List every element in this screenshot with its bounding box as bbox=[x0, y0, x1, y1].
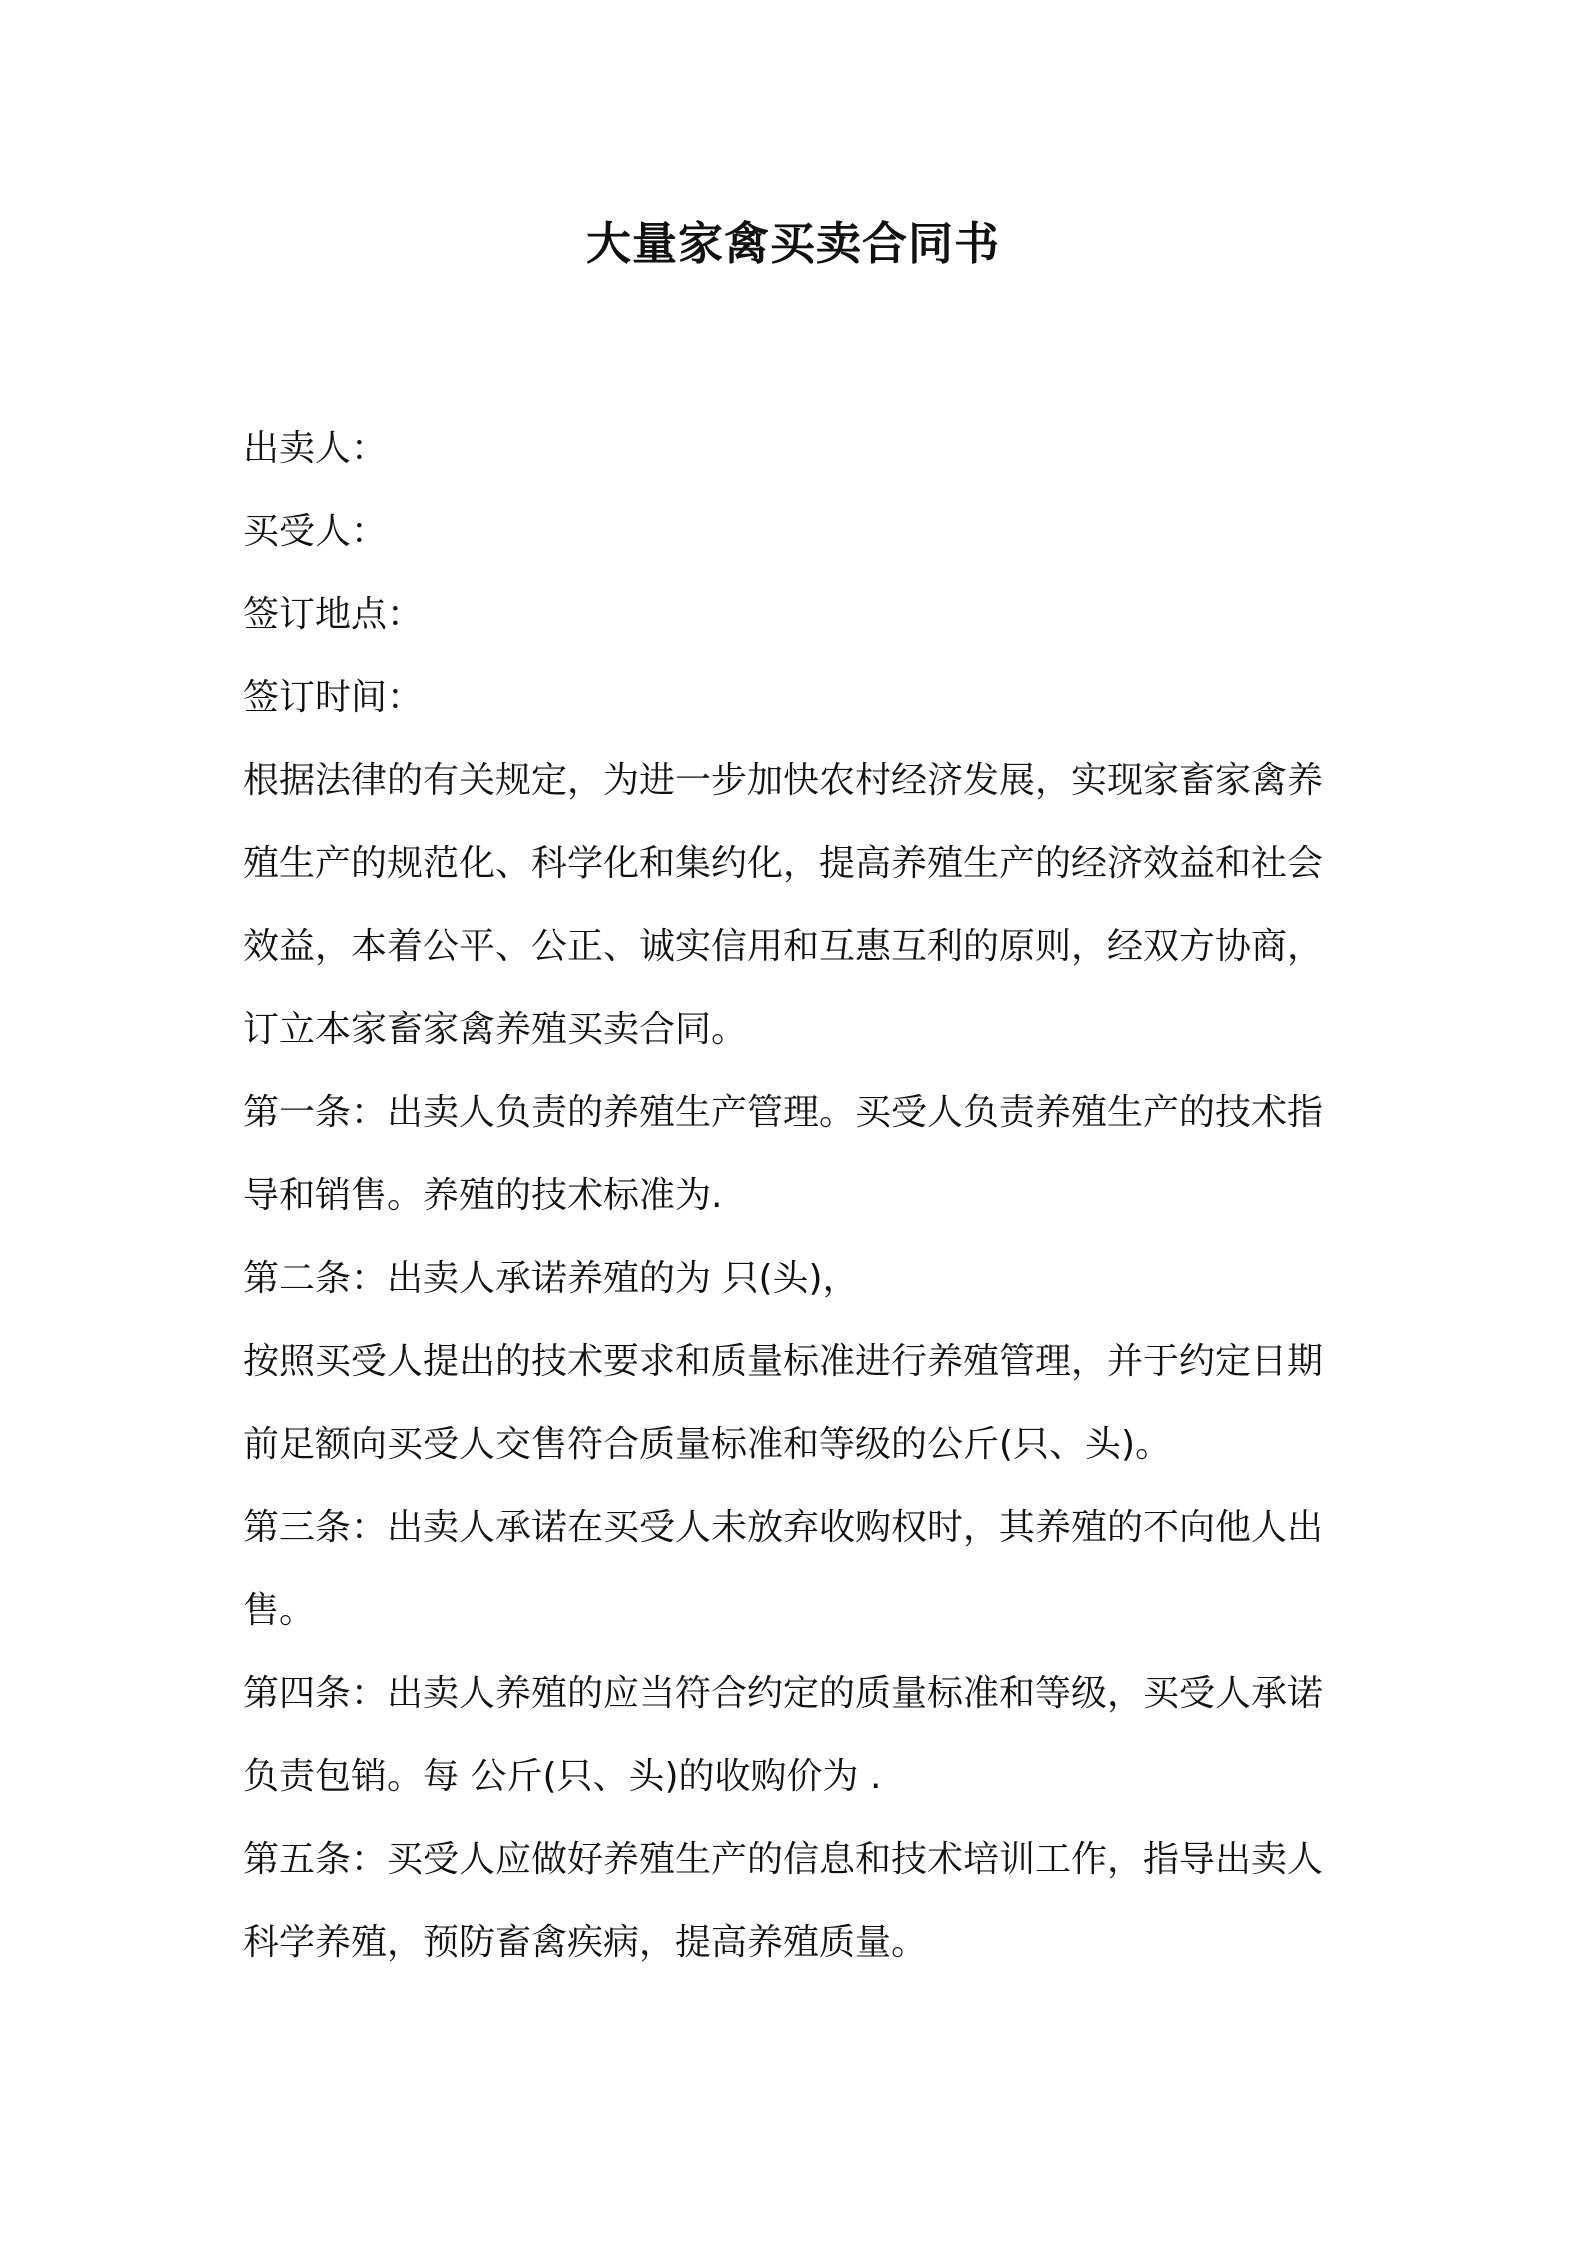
article-2-line: 前足额向买受人交售符合质量标准和等级的公斤(只、头)。 bbox=[243, 1424, 1172, 1465]
article-3-line: 售。 bbox=[243, 1590, 316, 1631]
preamble-line: 订立本家畜家禽养殖买卖合同。 bbox=[243, 1009, 748, 1050]
seller-field: 出卖人： bbox=[243, 428, 388, 469]
article-5-line: 第五条：买受人应做好养殖生产的信息和技术培训工作，指导出卖人 bbox=[243, 1839, 1324, 1880]
signing-place-field: 签订地点： bbox=[243, 594, 424, 635]
preamble-line: 殖生产的规范化、科学化和集约化，提高养殖生产的经济效益和社会 bbox=[243, 843, 1324, 884]
article-3-line: 第三条：出卖人承诺在买受人未放弃收购权时，其养殖的不向他人出 bbox=[243, 1507, 1324, 1548]
article-1-line: 导和销售。养殖的技术标准为. bbox=[243, 1175, 723, 1216]
preamble-line: 效益，本着公平、公正、诚实信用和互惠互利的原则，经双方协商， bbox=[243, 926, 1324, 967]
document-body bbox=[243, 407, 1353, 1984]
article-4-line: 第四条：出卖人养殖的应当符合约定的质量标准和等级，买受人承诺 bbox=[243, 1673, 1324, 1714]
article-2-line: 第二条：出卖人承诺养殖的为 只(头)， bbox=[243, 1258, 859, 1299]
buyer-field: 买受人： bbox=[243, 511, 388, 552]
article-5-line: 科学养殖，预防畜禽疾病，提高养殖质量。 bbox=[243, 1922, 928, 1963]
preamble-line: 根据法律的有关规定，为进一步加快农村经济发展，实现家畜家禽养 bbox=[243, 760, 1324, 801]
article-4-line: 负责包销。每 公斤(只、头)的收购价为 . bbox=[243, 1756, 882, 1797]
document-title: 大量家禽买卖合同书 bbox=[585, 217, 1000, 270]
article-1-line: 第一条：出卖人负责的养殖生产管理。买受人负责养殖生产的技术指 bbox=[243, 1092, 1324, 1133]
article-2-line: 按照买受人提出的技术要求和质量标准进行养殖管理，并于约定日期 bbox=[243, 1341, 1324, 1382]
signing-time-field: 签订时间： bbox=[243, 677, 424, 718]
